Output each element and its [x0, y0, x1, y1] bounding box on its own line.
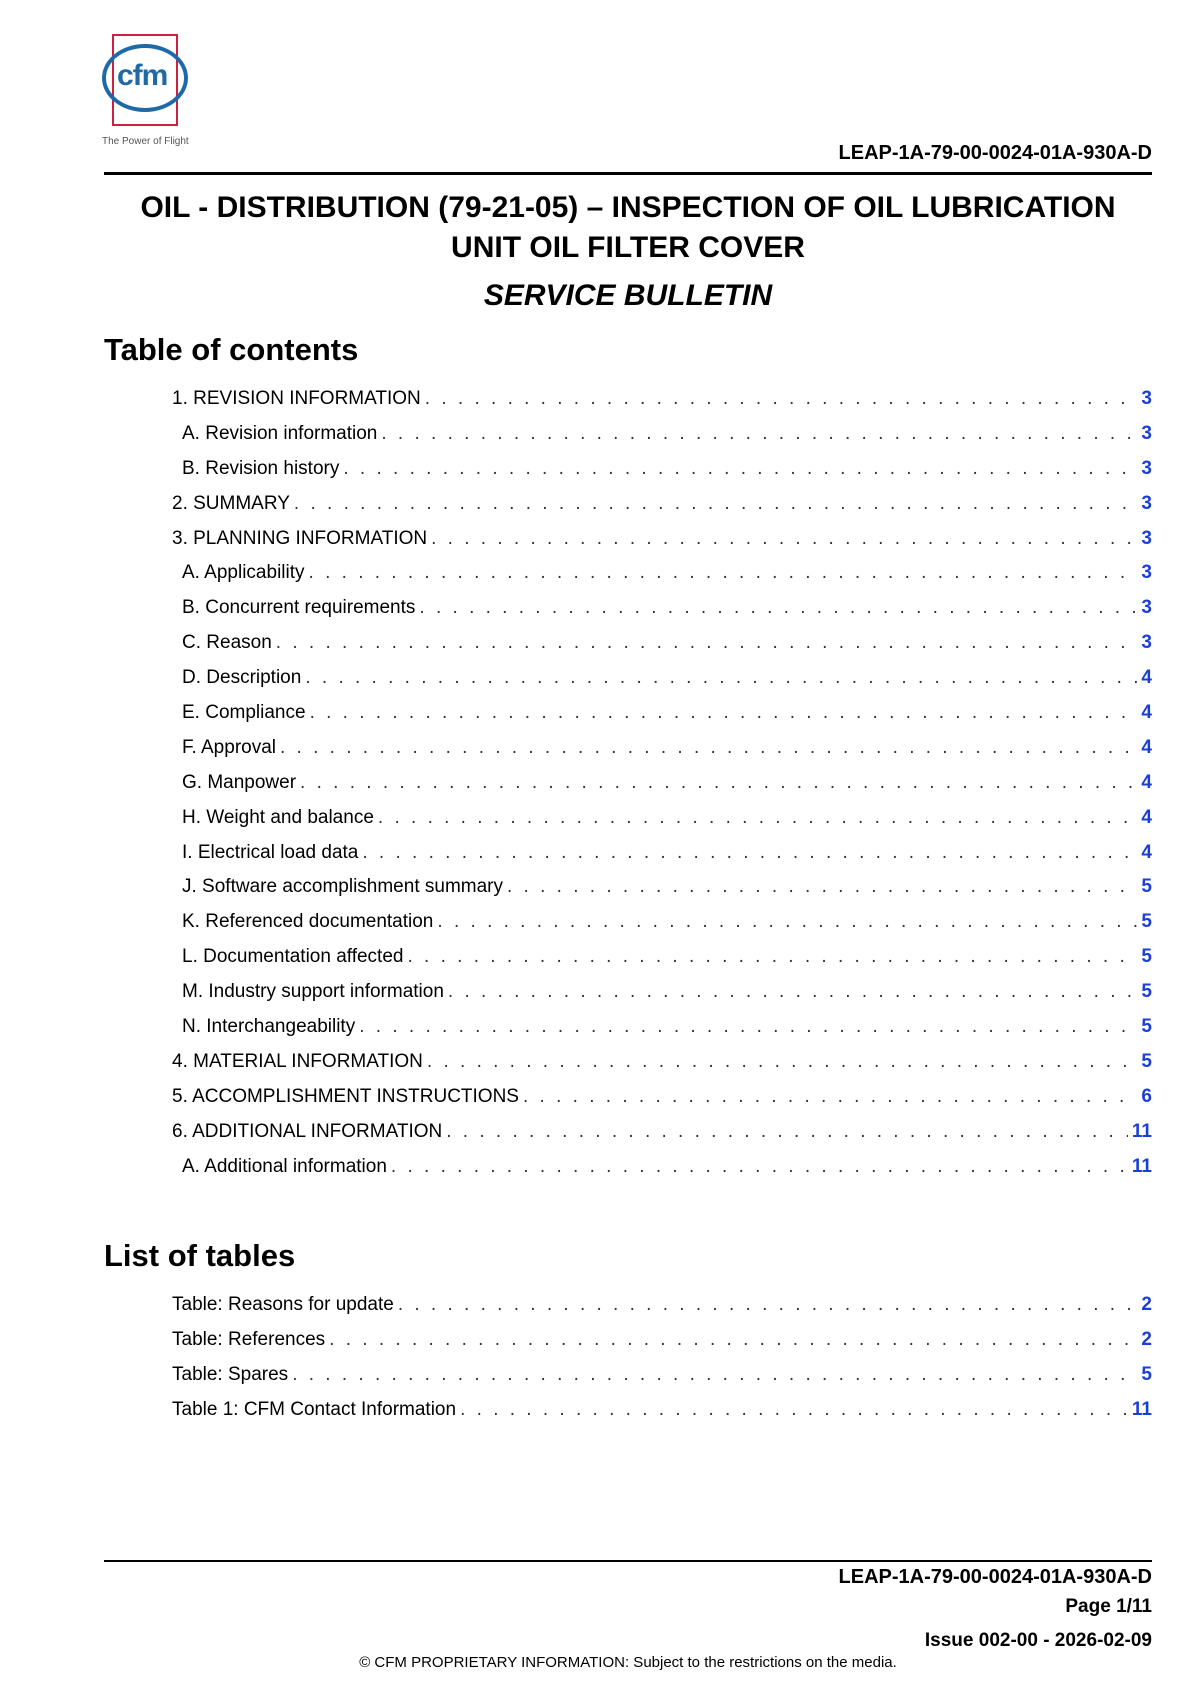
- toc-entry[interactable]: [172, 842, 1152, 877]
- dot-leader: [391, 1156, 1128, 1178]
- toc-entry-page-link[interactable]: 5: [1141, 911, 1152, 933]
- toc-entry[interactable]: [172, 702, 1152, 737]
- table-list-entry[interactable]: [172, 1364, 1152, 1399]
- logo-tagline: The Power of Flight: [102, 136, 189, 147]
- toc-entry[interactable]: [172, 1156, 1152, 1191]
- toc-entry-label[interactable]: 4. MATERIAL INFORMATION: [172, 1050, 423, 1072]
- dot-leader: [276, 632, 1138, 654]
- toc-entry-label[interactable]: 6. ADDITIONAL INFORMATION: [172, 1120, 443, 1142]
- dot-leader: [300, 772, 1137, 794]
- list-of-tables: [172, 1294, 1152, 1434]
- dot-leader: [427, 1051, 1138, 1073]
- dot-leader: [398, 1294, 1138, 1316]
- toc-entry[interactable]: [172, 737, 1152, 772]
- toc-entry-label[interactable]: 2. SUMMARY: [172, 492, 290, 514]
- toc-entry-page-link[interactable]: 3: [1141, 492, 1152, 514]
- dot-leader: [359, 1016, 1137, 1038]
- toc-entry-page-link[interactable]: 4: [1141, 702, 1152, 724]
- dot-leader: [460, 1399, 1128, 1421]
- dot-leader: [378, 807, 1138, 829]
- footer-divider: [104, 1560, 1152, 1562]
- dot-leader: [292, 1364, 1137, 1386]
- dot-leader: [437, 911, 1137, 933]
- toc-entry-label[interactable]: 1. REVISION INFORMATION: [172, 388, 421, 409]
- toc-entry-page-link[interactable]: 5: [1141, 981, 1152, 1003]
- toc-entry-page-link[interactable]: 11: [1131, 1120, 1152, 1142]
- toc-entry[interactable]: [172, 981, 1152, 1016]
- table-list-entry-label[interactable]: Table 1: CFM Contact Information: [172, 1398, 457, 1420]
- toc-entry-label[interactable]: I. Electrical load data: [182, 841, 359, 863]
- toc-entry-page-link[interactable]: 3: [1141, 457, 1152, 479]
- document-subtitle: SERVICE BULLETIN: [483, 279, 773, 312]
- toc-entry-page-link[interactable]: 5: [1141, 946, 1152, 968]
- toc-entry[interactable]: [172, 562, 1152, 597]
- toc-entry-page-link[interactable]: 3: [1141, 562, 1152, 584]
- toc-entry-label[interactable]: F. Approval: [182, 736, 276, 758]
- toc-entry-label[interactable]: C. Reason: [182, 632, 272, 654]
- toc-entry-page-link[interactable]: 6: [1141, 1085, 1152, 1107]
- toc-entry-label[interactable]: K. Referenced documentation: [182, 911, 434, 933]
- toc-entry-label[interactable]: 3. PLANNING INFORMATION: [172, 527, 428, 549]
- toc-entry-page-link[interactable]: 4: [1141, 841, 1152, 863]
- toc-entry[interactable]: [172, 1051, 1152, 1086]
- toc-entry[interactable]: [172, 423, 1152, 458]
- toc-entry-label[interactable]: B. Revision history: [182, 457, 340, 479]
- dot-leader: [446, 1121, 1128, 1143]
- header-doc-id: LEAP-1A-79-00-0024-01A-930A-D: [838, 142, 1152, 164]
- toc-entry-page-link[interactable]: 3: [1141, 597, 1152, 619]
- toc-entry[interactable]: [172, 1121, 1152, 1156]
- toc-entry-label[interactable]: A. Applicability: [182, 562, 305, 584]
- toc-list: [172, 388, 1152, 1190]
- table-list-entry-page-link[interactable]: 2: [1141, 1294, 1152, 1315]
- toc-entry[interactable]: [172, 597, 1152, 632]
- toc-entry-page-link[interactable]: 4: [1141, 771, 1152, 793]
- toc-entry-page-link[interactable]: 3: [1141, 388, 1152, 409]
- toc-entry-label[interactable]: L. Documentation affected: [182, 946, 404, 968]
- document-title: OIL - DISTRIBUTION (79-21-05) – INSPECTION OF OIL LUBRICATION UNIT OIL FILTER COVER: [140, 191, 1116, 264]
- toc-entry-label[interactable]: E. Compliance: [182, 702, 306, 724]
- toc-entry[interactable]: [172, 807, 1152, 842]
- toc-entry[interactable]: [172, 772, 1152, 807]
- toc-entry[interactable]: [172, 911, 1152, 946]
- toc-entry-label[interactable]: B. Concurrent requirements: [182, 597, 416, 619]
- toc-entry-label[interactable]: J. Software accomplishment summary: [182, 876, 503, 898]
- list-of-tables-heading: List of tables: [104, 1238, 296, 1273]
- toc-entry-page-link[interactable]: 4: [1141, 806, 1152, 828]
- dot-leader: [294, 493, 1138, 515]
- table-list-entry-label[interactable]: Table: Spares: [172, 1363, 289, 1385]
- table-list-entry-label[interactable]: Table: Reasons for update: [172, 1294, 394, 1315]
- footer-doc-id: LEAP-1A-79-00-0024-01A-930A-D: [838, 1566, 1152, 1588]
- toc-entry-label[interactable]: N. Interchangeability: [182, 1016, 356, 1038]
- dot-leader: [310, 702, 1138, 724]
- dot-leader: [507, 876, 1137, 898]
- toc-entry-label[interactable]: G. Manpower: [182, 771, 297, 793]
- toc-entry-page-link[interactable]: 11: [1131, 1155, 1152, 1177]
- footer-issue: Issue 002-00 - 2026-02-09: [924, 1630, 1152, 1651]
- toc-entry-page-link[interactable]: 3: [1141, 632, 1152, 654]
- dot-leader: [309, 562, 1138, 584]
- toc-entry[interactable]: [172, 388, 1152, 423]
- toc-entry-page-link[interactable]: 5: [1141, 1016, 1152, 1038]
- toc-entry-page-link[interactable]: 4: [1141, 736, 1152, 758]
- table-list-entry[interactable]: [172, 1294, 1152, 1329]
- table-list-entry[interactable]: [172, 1329, 1152, 1364]
- toc-entry[interactable]: [172, 632, 1152, 667]
- dot-leader: [305, 667, 1137, 689]
- dot-leader: [419, 597, 1137, 619]
- footer-proprietary-notice: © CFM PROPRIETARY INFORMATION: Subject to the restrictions on the media.: [359, 1654, 897, 1671]
- toc-entry-page-link[interactable]: 3: [1141, 527, 1152, 549]
- table-list-entry-page-link[interactable]: 2: [1141, 1328, 1152, 1350]
- toc-entry[interactable]: [172, 946, 1152, 981]
- footer-page-number: Page 1/11: [1065, 1596, 1152, 1617]
- table-list-entry-page-link[interactable]: 11: [1131, 1398, 1152, 1420]
- toc-entry[interactable]: [172, 458, 1152, 493]
- dot-leader: [381, 423, 1137, 445]
- table-list-entry-page-link[interactable]: 5: [1141, 1363, 1152, 1385]
- toc-entry[interactable]: [172, 1016, 1152, 1051]
- toc-entry-page-link[interactable]: 3: [1141, 422, 1152, 444]
- dot-leader: [425, 388, 1138, 410]
- toc-entry-label[interactable]: H. Weight and balance: [182, 806, 374, 828]
- dot-leader: [343, 458, 1137, 480]
- toc-entry-label[interactable]: 5. ACCOMPLISHMENT INSTRUCTIONS: [172, 1085, 519, 1107]
- dot-leader: [407, 946, 1137, 968]
- header-divider: [104, 172, 1152, 175]
- toc-heading: Table of contents: [104, 332, 359, 367]
- dot-leader: [431, 528, 1137, 550]
- toc-entry[interactable]: [172, 1086, 1152, 1121]
- dot-leader: [362, 842, 1137, 864]
- toc-entry[interactable]: [172, 667, 1152, 702]
- cfm-logo: [102, 30, 202, 150]
- toc-entry-page-link[interactable]: 5: [1141, 1050, 1152, 1072]
- toc-entry-label[interactable]: A. Additional information: [182, 1155, 387, 1177]
- toc-entry-page-link[interactable]: 4: [1141, 667, 1152, 689]
- toc-entry[interactable]: [172, 528, 1152, 563]
- toc-entry-page-link[interactable]: 5: [1141, 876, 1152, 898]
- dot-leader: [448, 981, 1138, 1003]
- logo-wordmark: cfm: [117, 59, 168, 92]
- toc-entry[interactable]: [172, 876, 1152, 911]
- dot-leader: [280, 737, 1137, 759]
- toc-entry-label[interactable]: M. Industry support information: [182, 981, 444, 1003]
- table-list-entry-label[interactable]: Table: References: [172, 1328, 326, 1350]
- table-list-entry[interactable]: [172, 1399, 1152, 1434]
- toc-entry-label[interactable]: D. Description: [182, 667, 302, 689]
- dot-leader: [329, 1329, 1137, 1351]
- dot-leader: [523, 1086, 1137, 1108]
- toc-entry[interactable]: [172, 493, 1152, 528]
- toc-entry-label[interactable]: A. Revision information: [182, 422, 378, 444]
